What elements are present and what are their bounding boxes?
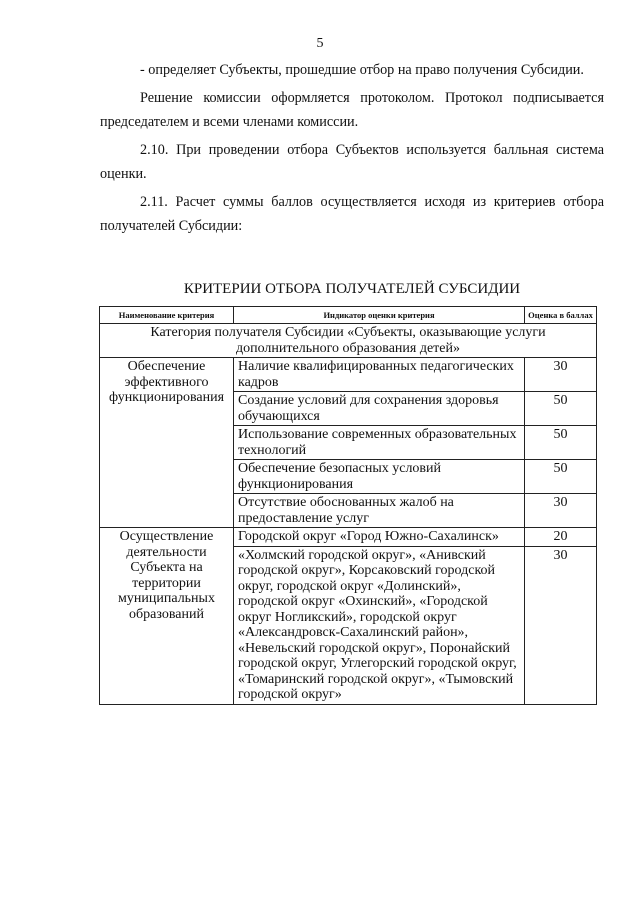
- criterion-cell: Обеспечение эффективного функционирования: [100, 358, 234, 528]
- indicator-cell: Отсутствие обоснованных жалоб на предоставление услуг: [234, 494, 525, 528]
- paragraph-3: 2.10. При проведении отбора Субъектов используется балльная система оценки.: [100, 142, 604, 182]
- table-title: КРИТЕРИИ ОТБОРА ПОЛУЧАТЕЛЕЙ СУБСИДИИ: [183, 281, 521, 297]
- category-row: [100, 324, 597, 358]
- indicator-cell: Использование современных образовательных технологий: [234, 426, 525, 460]
- header-score: Оценка в баллах: [525, 307, 597, 324]
- score-cell: 20: [525, 528, 597, 547]
- page-number: 5: [316, 36, 324, 51]
- indicator-cell: Создание условий для сохранения здоровья обучающихся: [234, 392, 525, 426]
- paragraph-2: Решение комиссии оформляется протоколом. Протокол подписывается председателем и всеми членами комиссии.: [100, 90, 604, 130]
- header-criterion: Наименование критерия: [100, 307, 234, 324]
- criteria-table: [99, 306, 597, 705]
- body-text: [100, 58, 604, 242]
- score-cell: 50: [525, 392, 597, 426]
- score-cell: 30: [525, 494, 597, 528]
- table-header-row: [100, 307, 597, 324]
- paragraph-1: - определяет Субъекты, прошедшие отбор на право получения Субсидии.: [140, 62, 584, 78]
- criterion-cell: Осуществление деятельности Субъекта на территории муниципальных образований: [100, 528, 234, 705]
- score-cell: 30: [525, 546, 597, 704]
- indicator-cell: «Холмский городской округ», «Анивский городской округ», Корсаковский городской округ, городской округ «Долинский», городской округ «Охинский», «Городской округ Ногликский», городской округ «Александровск-Сахалинский район», «Невельский городской округ», Поронайский городской округ, Углегорский городской округ, «Томаринский городской округ», «Тымовский городской округ»: [234, 546, 525, 704]
- indicator-cell: Обеспечение безопасных условий функционирования: [234, 460, 525, 494]
- score-cell: 50: [525, 460, 597, 494]
- score-cell: 30: [525, 358, 597, 392]
- indicator-cell: Городской округ «Город Южно-Сахалинск»: [234, 528, 525, 547]
- table-row: [100, 358, 597, 392]
- paragraph-4: 2.11. Расчет суммы баллов осуществляется исходя из критериев отбора получателей Субсидии:: [100, 194, 604, 234]
- header-indicator: Индикатор оценки критерия: [234, 307, 525, 324]
- table-row: [100, 528, 597, 547]
- score-cell: 50: [525, 426, 597, 460]
- category-cell: Категория получателя Субсидии «Субъекты, оказывающие услуги дополнительного образования детей»: [100, 324, 597, 358]
- indicator-cell: Наличие квалифицированных педагогических кадров: [234, 358, 525, 392]
